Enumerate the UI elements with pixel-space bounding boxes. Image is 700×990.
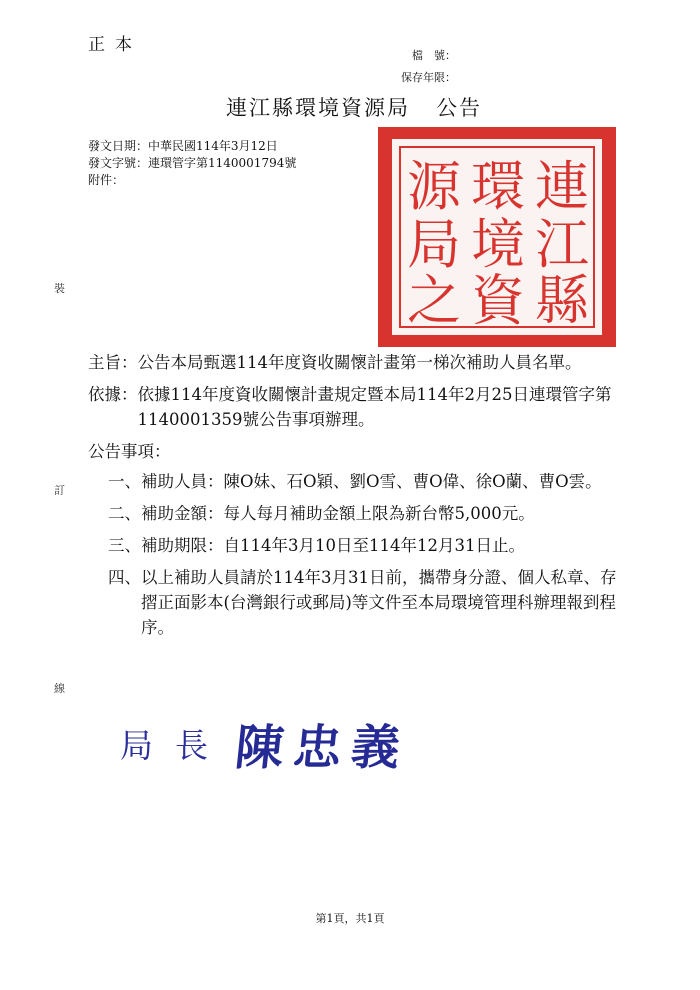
basis-text: 依據114年度資收關懷計畫規定暨本局114年2月25日連環管字第1140001359號公告事項辦理。 — [137, 385, 612, 429]
file-meta — [398, 45, 456, 89]
subject-text: 公告本局甄選114年度資收關懷計畫第一梯次補助人員名單。 — [137, 353, 582, 372]
basis-paragraph — [88, 382, 628, 432]
attachment-label: 附件： — [88, 173, 125, 187]
item-text: 以上補助人員請於114年3月31日前，攜帶身分證、個人私章、存摺正面影本(台灣銀行或郵局)等文件至本局環境管理科辦理報到程序。 — [141, 568, 617, 637]
item-number: 三、 — [108, 536, 141, 555]
agency-name: 連江縣環境資源局 — [226, 96, 410, 120]
reference-value: 連環管字第1140001794號 — [148, 156, 297, 170]
retention-label: 保存年限： — [401, 71, 456, 84]
reference-label: 發文字號： — [88, 156, 149, 170]
document-title — [226, 92, 482, 122]
announcement-heading: 公告事項： — [88, 442, 171, 461]
seal-glyph: 之 — [407, 269, 461, 332]
announcement-item — [88, 469, 628, 494]
seal-glyph: 江 — [535, 213, 589, 276]
seal-glyph: 源 — [407, 155, 461, 218]
item-number: 二、 — [108, 504, 141, 523]
signature-block — [120, 708, 413, 778]
issue-date-value: 中華民國114年3月12日 — [148, 139, 278, 153]
basis-label: 依據： — [88, 385, 138, 404]
subject-paragraph — [88, 350, 628, 375]
signature-name: 陳忠義 — [232, 719, 413, 776]
item-text: 補助期限：自114年3月10日至114年12月31日止。 — [141, 536, 525, 555]
seal-glyph: 環 — [471, 155, 525, 218]
document-type: 公告 — [436, 96, 482, 120]
item-number: 四、 — [108, 568, 141, 587]
binding-mark-1: 裝 — [54, 282, 65, 295]
binding-mark-3: 線 — [54, 682, 65, 695]
announcement-item — [88, 533, 628, 558]
binding-mark-2: 訂 — [54, 484, 65, 497]
issue-info — [88, 138, 296, 189]
item-number: 一、 — [108, 472, 141, 491]
item-text: 補助人員：陳O妹、石O穎、劉O雪、曹O偉、徐O蘭、曹O雲。 — [141, 472, 602, 491]
seal-glyph: 局 — [407, 213, 461, 276]
item-text: 補助金額：每人每月補助金額上限為新台幣5,000元。 — [141, 504, 535, 523]
subject-label: 主旨： — [88, 353, 138, 372]
seal-glyph: 縣 — [535, 269, 589, 332]
announcement-item — [88, 565, 628, 640]
official-seal-stamp — [378, 127, 616, 347]
announcement-item — [88, 501, 628, 526]
issue-date-label: 發文日期： — [88, 139, 149, 153]
file-no-label: 檔 號： — [412, 49, 456, 62]
seal-glyph: 連 — [535, 155, 589, 218]
document-body — [88, 350, 628, 647]
seal-glyph: 資 — [471, 269, 525, 332]
copy-label: 正本 — [88, 35, 142, 55]
page-number: 第1頁，共1頁 — [315, 912, 385, 925]
seal-glyph: 境 — [471, 213, 525, 276]
signature-title: 局長 — [120, 725, 230, 765]
